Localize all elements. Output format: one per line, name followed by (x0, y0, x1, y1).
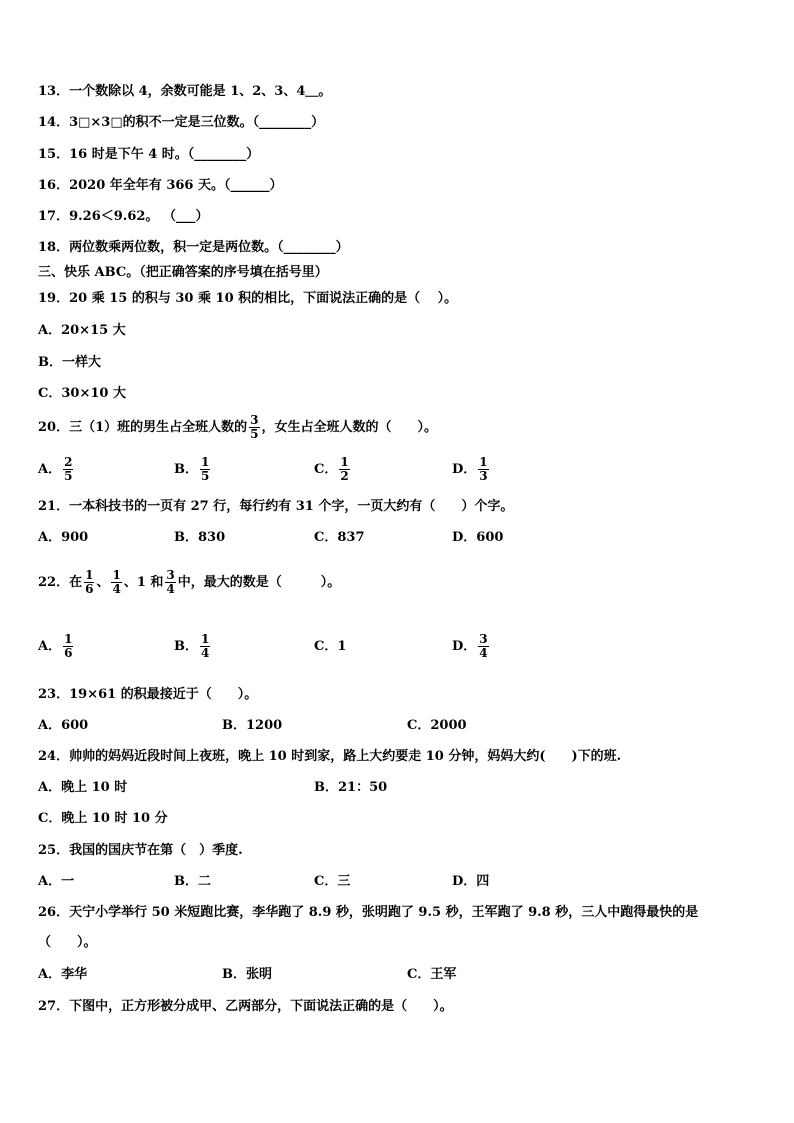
fraction-1-6 (84, 569, 94, 596)
fraction-3-4 (165, 569, 175, 596)
question-23-option-c: C．2000 (407, 718, 467, 733)
question-22-option-a (38, 630, 75, 664)
question-19-stem: 19．20 乘 15 的积与 30 乘 10 积的相比，下面说法正确的是（ ）。 (38, 291, 458, 306)
question-24-option-a: A．晚上 10 时 (38, 780, 128, 795)
option-label: A． (38, 462, 62, 477)
question-22-option-d (452, 630, 491, 664)
fraction-denominator: 4 (166, 582, 175, 596)
question-23-option-b: B．1200 (222, 718, 283, 733)
question-24-stem: 24．帅帅的妈妈近段时间上夜班，晚上 10 时到家，路上大约要走 10 分钟，妈妈大约( )下的班. (38, 749, 622, 764)
fraction-denominator: 4 (201, 646, 210, 660)
question-19-option-c: C．30×10 大 (38, 386, 126, 401)
question-20-option-b (174, 453, 212, 487)
fraction-denominator: 3 (479, 469, 488, 483)
fraction-denominator: 5 (250, 427, 259, 441)
question-22-option-c: C．1 (314, 639, 347, 654)
option-fraction (478, 456, 488, 483)
question-21-stem: 21．一本科技书的一页有 27 行，每行约有 31 个字，一页大约有（ ）个字。 (38, 499, 514, 514)
question-27-stem: 27．下图中，正方形被分成甲、乙两部分，下面说法正确的是（ ）。 (38, 999, 453, 1014)
fraction-denominator: 6 (64, 646, 73, 660)
fraction-numerator: 3 (250, 413, 259, 427)
question-20-option-a (38, 453, 75, 487)
question-19-option-b: B．一样大 (38, 355, 101, 370)
question-22-stem (38, 566, 340, 600)
fraction-numerator: 1 (201, 455, 210, 469)
question-23-stem: 23．19×61 的积最接近于（ ）。 (38, 687, 258, 702)
question-20-stem-post: ，女生占全班人数的（ ）。 (261, 420, 438, 435)
question-16: 16．2020 年全年有 366 天。（______） (38, 178, 283, 193)
fraction-numerator: 3 (166, 568, 175, 582)
question-22-stem-pre: 22．在 (38, 575, 83, 590)
fraction-denominator: 2 (340, 469, 349, 483)
fraction-3-5 (249, 414, 259, 441)
question-26-option-c: C．王军 (407, 967, 457, 982)
question-20-option-d (452, 453, 491, 487)
question-22-option-b (174, 630, 212, 664)
question-25-option-b: B．二 (174, 874, 211, 889)
question-26-option-a: A．李华 (38, 967, 88, 982)
question-25-option-a: A．一 (38, 874, 75, 889)
fraction-numerator: 1 (201, 632, 210, 646)
question-26-stem-continued: （ ）。 (38, 935, 97, 950)
question-25-stem: 25．我国的国庆节在第（ ）季度. (38, 843, 243, 858)
section-3-heading: 三、快乐 ABC。（把正确答案的序号填在括号里） (38, 265, 328, 280)
question-20-stem-pre: 20．三（1）班的男生占全班人数的 (38, 420, 248, 435)
question-26-option-b: B．张明 (222, 967, 272, 982)
question-26-stem: 26．天宁小学举行 50 米短跑比赛，李华跑了 8.9 秒，张明跑了 9.5 秒，王军跑了 9.8 秒，三人中跑得最快的是 (38, 905, 699, 920)
question-15: 15．16 时是下午 4 时。（________） (38, 147, 260, 162)
option-fraction (339, 456, 349, 483)
option-label: B． (174, 462, 198, 477)
question-22-stem-mid: 、1 和 (123, 575, 164, 590)
fraction-numerator: 1 (479, 455, 488, 469)
fraction-denominator: 6 (85, 582, 94, 596)
question-21-option-a: A．900 (38, 530, 89, 545)
fraction-denominator: 5 (64, 469, 73, 483)
option-label: B． (174, 639, 198, 654)
question-14: 14．3□×3□的积不一定是三位数。（________） (38, 115, 325, 130)
fraction-numerator: 1 (340, 455, 349, 469)
question-25-option-d: D．四 (452, 874, 490, 889)
fraction-numerator: 1 (64, 632, 73, 646)
option-fraction (200, 456, 210, 483)
question-13: 13．一个数除以 4，余数可能是 1、2、3、4＿。 (38, 84, 332, 99)
fraction-denominator: 4 (112, 582, 121, 596)
option-fraction (200, 633, 210, 660)
option-label: A． (38, 639, 62, 654)
question-19-option-a: A．20×15 大 (38, 323, 126, 338)
separator: 、 (96, 575, 110, 590)
question-21-option-b: B．830 (174, 530, 226, 545)
question-25-option-c: C．三 (314, 874, 351, 889)
fraction-1-4 (111, 569, 121, 596)
fraction-denominator: 5 (201, 469, 210, 483)
option-fraction (63, 633, 73, 660)
fraction-numerator: 3 (479, 632, 488, 646)
question-20-stem (38, 411, 437, 445)
option-fraction (63, 456, 73, 483)
question-22-stem-post: 中，最大的数是（ ）。 (177, 575, 341, 590)
fraction-numerator: 1 (85, 568, 94, 582)
question-17: 17．9.26＜9.62。 （___） (38, 209, 209, 224)
option-fraction (478, 633, 488, 660)
option-label: C． (314, 462, 338, 477)
question-24-option-c: C．晚上 10 时 10 分 (38, 811, 168, 826)
fraction-numerator: 1 (112, 568, 121, 582)
question-20-option-c (314, 453, 352, 487)
question-18: 18．两位数乘两位数，积一定是两位数。（________） (38, 240, 349, 255)
fraction-numerator: 2 (64, 455, 73, 469)
fraction-denominator: 4 (479, 646, 488, 660)
question-21-option-c: C．837 (314, 530, 365, 545)
question-21-option-d: D．600 (452, 530, 504, 545)
question-23-option-a: A．600 (38, 718, 89, 733)
option-label: D． (452, 639, 477, 654)
question-24-option-b: B．21：50 (314, 780, 388, 795)
option-label: D． (452, 462, 477, 477)
